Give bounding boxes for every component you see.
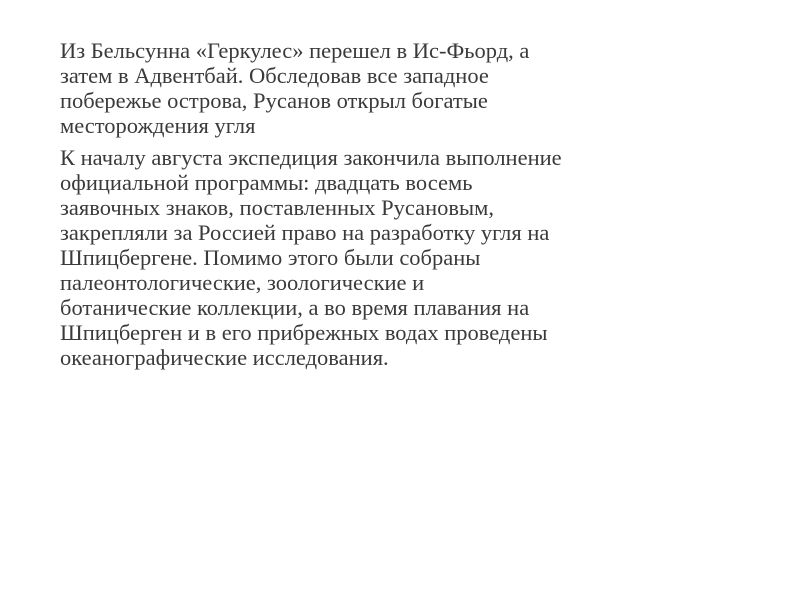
- text-line: затем в Адвентбай. Обследовав все западное: [60, 63, 489, 88]
- text-line: побережье острова, Русанов открыл богатые: [60, 88, 488, 113]
- paragraph-hercules-route: [60, 38, 746, 138]
- text-line: океанографические исследования.: [60, 345, 389, 370]
- text-line: официальной программы: двадцать восемь: [60, 170, 473, 195]
- text-line: закрепляли за Россией право на разработку угля на: [60, 220, 550, 245]
- text-line: Шпицберген и в его прибрежных водах проведены: [60, 320, 548, 345]
- text-line: К началу августа экспедиция закончила выполнение: [60, 145, 562, 170]
- text-line: Из Бельсунна «Геркулес» перешел в Ис-Фьорд, а: [60, 38, 530, 63]
- paragraph-expedition-results: [60, 145, 746, 370]
- text-line: ботанические коллекции, а во время плавания на: [60, 295, 530, 320]
- text-line: месторождения угля: [60, 113, 256, 138]
- text-line: палеонтологические, зоологические и: [60, 270, 425, 295]
- text-line: заявочных знаков, поставленных Русановым,: [60, 195, 494, 220]
- text-line: Шпицбергене. Помимо этого были собраны: [60, 245, 481, 270]
